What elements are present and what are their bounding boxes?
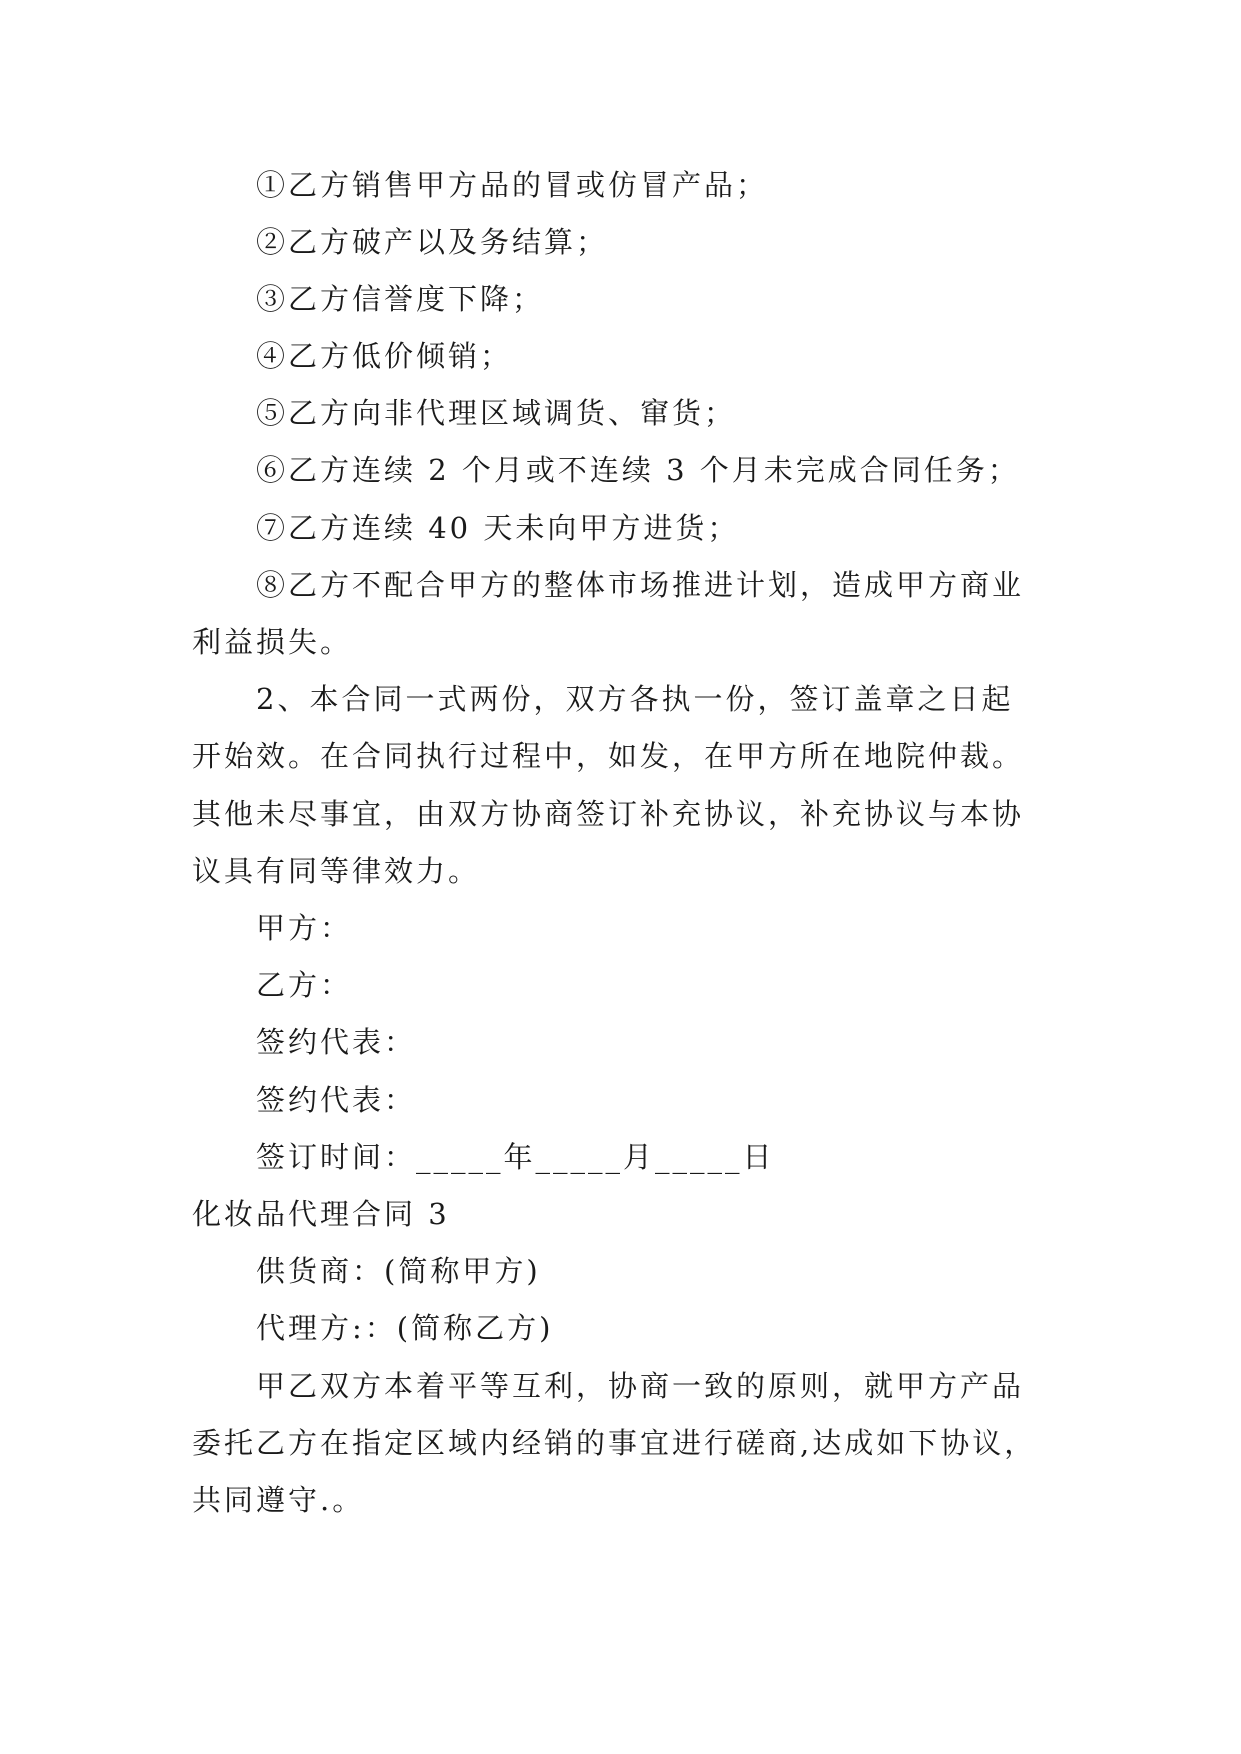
contract-title: 化妆品代理合同 3: [192, 1197, 450, 1231]
party-a-label: 甲方：: [256, 911, 353, 945]
paragraph-2-line-1: 2、本合同一式两份，双方各执一份，签订盖章之日起: [256, 682, 1014, 716]
preamble-line-2: 委托乙方在指定区域内经销的事宜进行磋商,达成如下协议，: [192, 1426, 1037, 1460]
paragraph-2-line-3: 其他未尽事宜，由双方协商签订补充协议，补充协议与本协: [192, 797, 1025, 831]
signing-date: 签订时间：_____年_____月_____日: [256, 1140, 775, 1174]
supplier-label: 供货商：(简称甲方): [256, 1254, 541, 1288]
preamble-line-1: 甲乙双方本着平等互利，协商一致的原则，就甲方产品: [256, 1369, 1025, 1403]
clause-item-7: ⑦乙方连续 40 天未向甲方进货；: [256, 511, 740, 545]
clause-item-1: ①乙方销售甲方品的冒或仿冒产品；: [256, 168, 769, 202]
paragraph-2-line-4: 议具有同等律效力。: [192, 854, 481, 888]
signing-representative-a: 签约代表：: [256, 1025, 417, 1059]
signing-representative-b: 签约代表：: [256, 1083, 417, 1117]
clause-item-2: ②乙方破产以及务结算；: [256, 225, 609, 259]
party-b-label: 乙方：: [256, 968, 353, 1002]
clause-item-5: ⑤乙方向非代理区域调货、窜货；: [256, 396, 737, 430]
preamble-line-3: 共同遵守.。: [192, 1483, 365, 1517]
agent-label: 代理方:：(简称乙方): [256, 1311, 554, 1345]
clause-item-4: ④乙方低价倾销；: [256, 339, 513, 373]
clause-item-6: ⑥乙方连续 2 个月或不连续 3 个月未完成合同任务；: [256, 453, 1020, 487]
clause-item-8: ⑧乙方不配合甲方的整体市场推进计划，造成甲方商业: [256, 568, 1025, 602]
clause-item-3: ③乙方信誉度下降；: [256, 282, 545, 316]
paragraph-2-line-2: 开始效。在合同执行过程中，如发，在甲方所在地院仲裁。: [192, 739, 1025, 773]
clause-item-8-continued: 利益损失。: [192, 625, 353, 659]
